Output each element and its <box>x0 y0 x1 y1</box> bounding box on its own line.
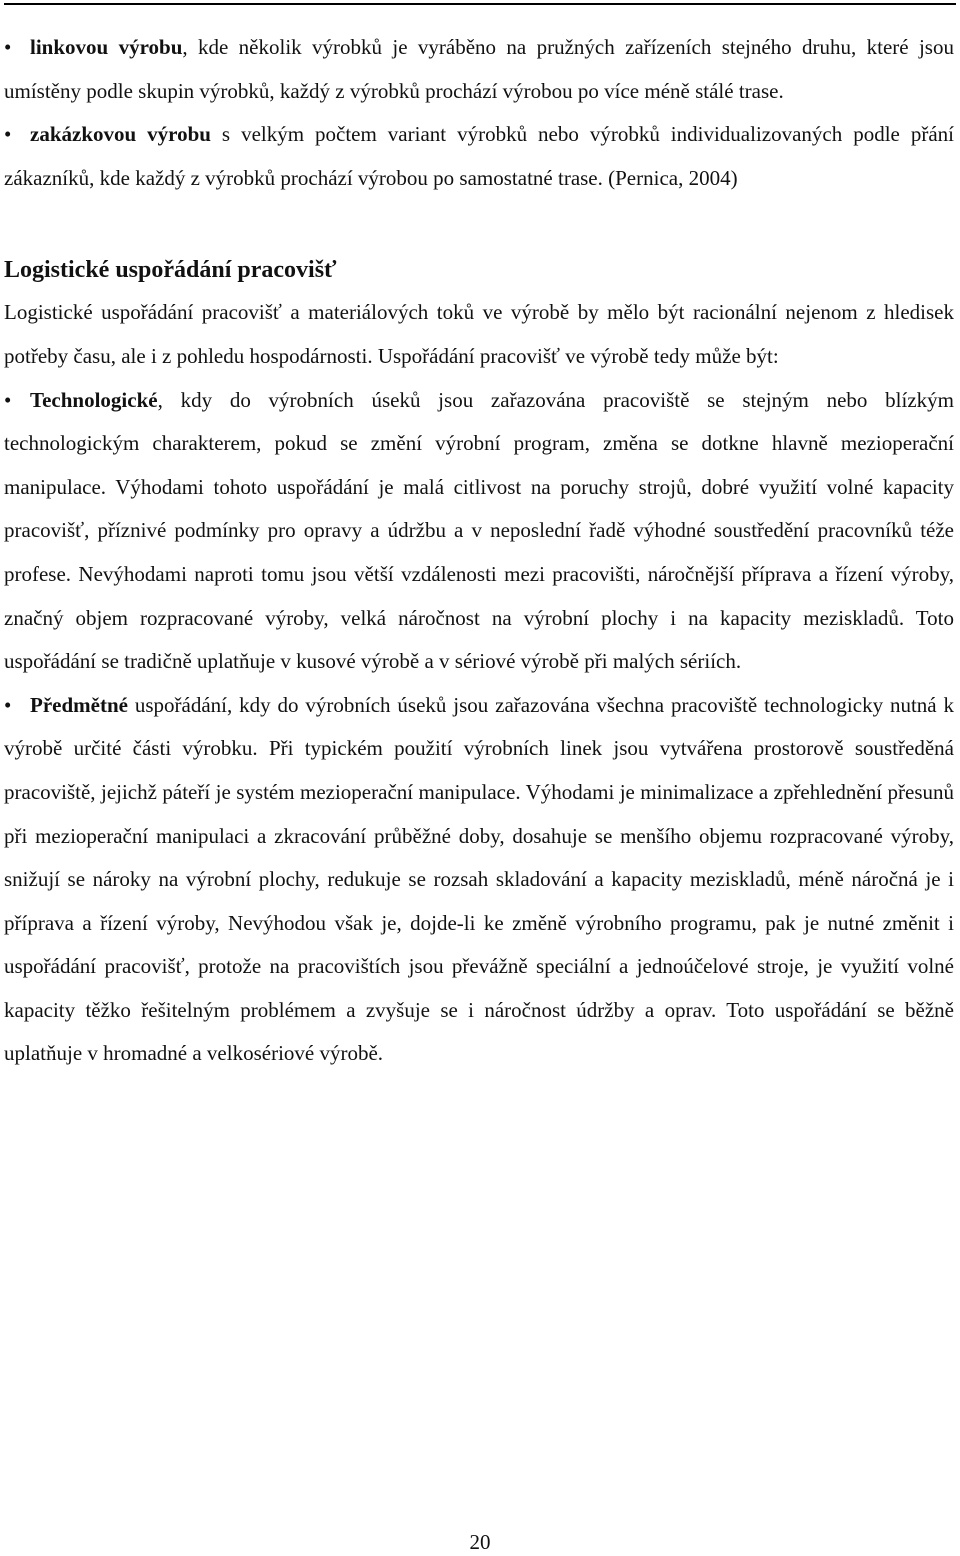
bullet-icon: • <box>4 122 12 147</box>
bullet-text: , kdy do výrobních úseků jsou zařazována pracoviště se stejným nebo blízkým technologickým charakterem, pokud se změní výrobní program, změna se dotkne hlavně mezioperační manipulace. Výhodami tohoto uspořádání je malá citlivost na poruchy strojů, dobré využití volné kapacity pracovišť, příznivé podmínky pro opravy a údržbu a v neposlední řadě výhodné soustředění pracovníků téže profese. Nevýhodami naproti tomu jsou větší vzdálenosti mezi pracovišti, náročnější příprava a řízení výroby, značný objem rozpracované výroby, velká náročnost na výrobní plochy i na kapacity meziskladů. Toto uspořádání se tradičně uplatňuje v kusové výrobě a v sériové výrobě při malých sériích. <box>4 387 954 674</box>
bullet-icon: • <box>4 387 12 412</box>
bullet-term: Technologické <box>30 387 158 412</box>
bullet-item-linkova <box>4 26 954 113</box>
section-heading: Logistické uspořádání pracovišť <box>4 257 337 284</box>
bullet-term: zakázkovou výrobu <box>30 122 211 147</box>
section-intro: Logistické uspořádání pracovišť a materiálových toků ve výrobě by mělo být racionální nejenom z hledisek potřeby času, ale i z pohledu hospodárnosti. Uspořádání pracovišť ve výrobě tedy může být: <box>4 300 954 368</box>
top-rule <box>4 3 956 5</box>
spacer <box>4 200 954 255</box>
bullet-term: linkovou výrobu <box>30 35 183 59</box>
bullet-text: s velkým počtem variant výrobků nebo výrobků individualizovaných podle přání zákazníků, kde každý z výrobků prochází výrobou po samostatné trase. (Pernica, 2004) <box>4 122 954 190</box>
document-body <box>4 26 954 1076</box>
bullet-icon: • <box>4 35 12 59</box>
bullet-icon: • <box>4 692 12 717</box>
bullet-text: uspořádání, kdy do výrobních úseků jsou zařazována všechna pracoviště technologicky nutná k výrobě určité části výrobku. Při typickém použití výrobních linek jsou vytvářena prostorově soustředěná pracoviště, jejichž páteří je systém mezioperační manipulace. Výhodami je minimalizace a zpřehlednění přesunů při mezioperační manipulaci a zkracování průběžné doby, dosahuje se menšího objemu rozpracované výroby, snižují se nároky na výrobní plochy, redukuje se rozsah skladování a kapacity meziskladů, méně náročná je i příprava a řízení výroby, Nevýhodou však je, dojde-li ke změně výrobního programu, pak je nutné změnit i uspořádání pracovišť, protože na pracovištích jsou převážně speciální a jednoúčelové stroje, je využití volné kapacity těžko řešitelným problémem a zvyšuje se i náročnost údržby a oprav. Toto uspořádání se běžně uplatňuje v hromadné a velkosériové výrobě. <box>4 692 954 1066</box>
bullet-item-predmetne <box>4 684 954 1076</box>
bullet-item-technologicke <box>4 379 954 684</box>
page-number: 20 <box>469 1530 491 1554</box>
bullet-text: , kde několik výrobků je vyráběno na pružných zařízeních stejného druhu, které jsou umístěny podle skupin výrobků, každý z výrobků prochází výrobou po více méně stálé trase. <box>4 35 954 103</box>
bullet-item-zakazkova <box>4 113 954 200</box>
bullet-term: Předmětné <box>30 692 128 717</box>
